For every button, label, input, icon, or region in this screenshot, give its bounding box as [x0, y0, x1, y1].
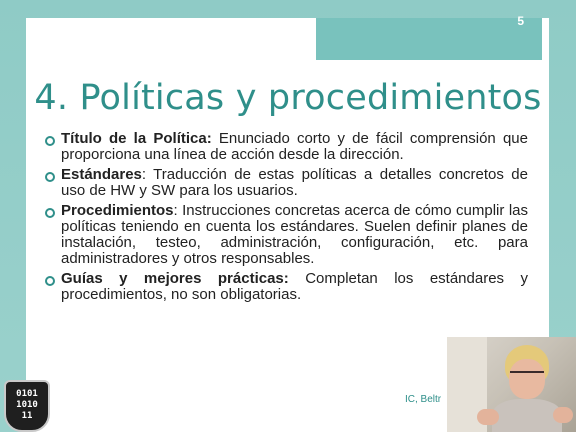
presenter-glasses — [510, 371, 544, 379]
bullet-list — [44, 131, 528, 307]
bullet-text: Enunciado corto y de fácil comprensión que proporciona una línea de acción desde la dirección. — [61, 130, 528, 163]
presenter-webcam-video — [447, 337, 576, 432]
bullet-circle-icon — [45, 208, 55, 218]
bullet-circle-icon — [45, 172, 55, 182]
list-item — [44, 131, 528, 163]
bullet-circle-icon — [45, 276, 55, 286]
presenter-right-hand — [553, 407, 573, 423]
slide-page-number: 5 — [517, 14, 524, 28]
slide-title: 4. Políticas y procedimientos — [34, 78, 542, 118]
presenter-face — [509, 359, 545, 399]
bullet-term: Estándares — [61, 166, 142, 183]
list-item — [44, 271, 528, 303]
presenter-left-hand — [477, 409, 499, 425]
list-item — [44, 203, 528, 267]
bullet-circle-icon — [45, 136, 55, 146]
list-item — [44, 167, 528, 199]
presenter-body — [492, 399, 562, 432]
binary-shield-logo — [4, 380, 50, 432]
slide-footer: IC, Beltr — [405, 394, 442, 405]
bullet-text: : Instrucciones concretas acerca de cómo cumplir las políticas teniendo en cuenta los estándares. Suelen definir planes de instalación, testeo, administración, configuración, etc. para administradores y otros responsables. — [61, 202, 528, 267]
bullet-term: Guías y mejores prácticas: — [61, 270, 289, 287]
bullet-text: : Traducción de estas políticas a detalles concretos de uso de HW y SW para los usuarios. — [61, 166, 528, 199]
bullet-term: Título de la Política: — [61, 130, 212, 147]
bullet-term: Procedimientos — [61, 202, 174, 219]
logo-text: 0101 1010 11 — [16, 389, 38, 421]
bullet-text: Completan los estándares y procedimientos, no son obligatorias. — [61, 270, 528, 303]
